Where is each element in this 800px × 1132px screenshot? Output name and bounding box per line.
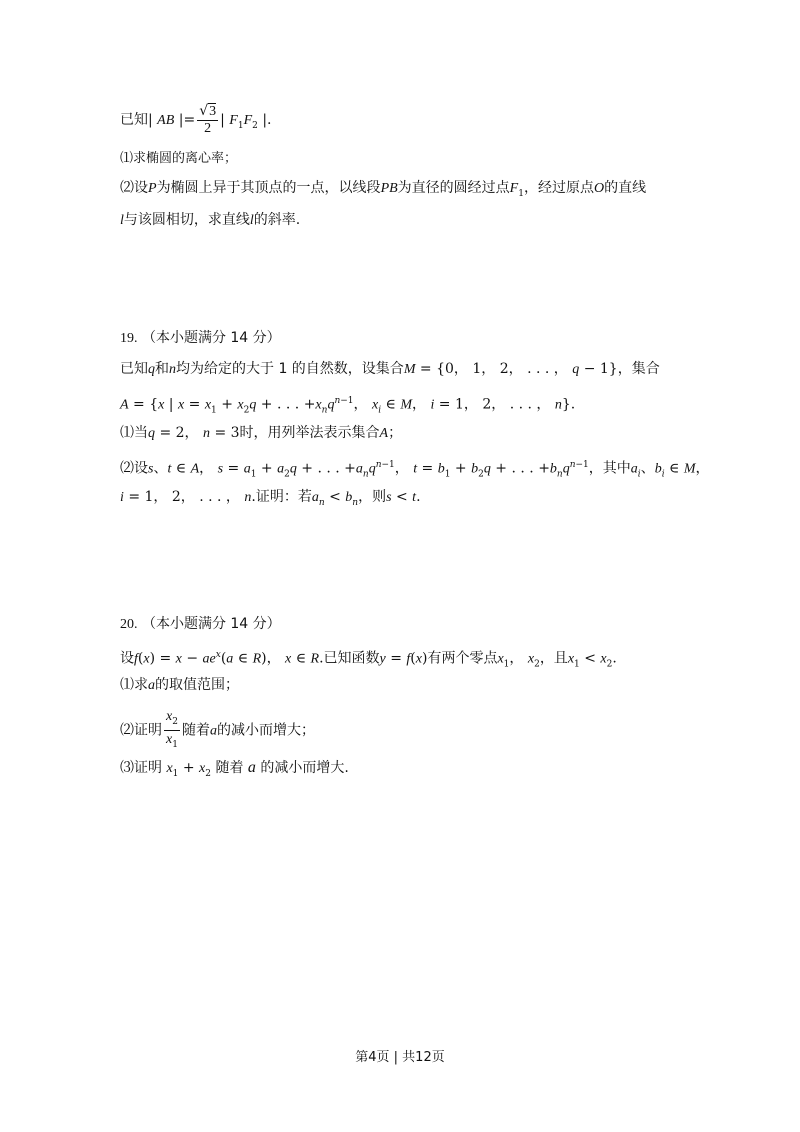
q18-part2-line2: l与该圆相切，求直线l的斜率. <box>120 212 301 228</box>
q20-part3: ⑶证明 $x_1 + x_2$ 随着 a 的减小而增大. <box>120 759 349 779</box>
sqrt3-over-2-fraction: $\frac{√3}{2}$ <box>199 103 217 136</box>
page-footer: 第4页 | 共12页 <box>355 1050 445 1065</box>
q19-part2-line1: ⑵设s、t ∈ A， $s = a_1 + a_2q$ + . . . $+a_nq^{n-1}$， $t = b_1 + b_2q$ + . . . $+b_nq^{n-1}$，其中$a_i$、$b_i$ ∈ M， <box>120 460 710 480</box>
q20-line1: 设$f(x) = x - ae^x(a$ ∈ R)， x ∈ R.已知函数y = f(x)有两个零点$x_1$， $x_2$，且$x_1 < x_2$. <box>120 650 617 670</box>
q18-given-line: 已知| AB |= $\frac{√3}{2}$ | $F_1F_2$ |. <box>120 103 272 136</box>
x2-over-x1-fraction: $\frac{x_2}{x_1}$ <box>166 709 178 750</box>
q18-part2-line1: ⑵设P为椭圆上异于其顶点的一点，以线段PB为直径的圆经过点$F_1$，经过原点O的直线 <box>120 180 647 199</box>
q19-part2-line2: i = 1， 2， . . . ， n.证明：若$a_n < b_n$，则s < t. <box>120 489 421 508</box>
q19-set-a-definition: A = {x | $x = x_1 + x_2q$ + . . . $+x_nq^{n-1}$， $x_i$ ∈ M， i = 1， 2， . . . ， n}. <box>120 396 576 416</box>
q19-line1: 已知q和n均为给定的大于 1 的自然数，设集合M = {0， 1， 2， . . . ， q − 1}，集合 <box>120 361 660 377</box>
q19-header: 19. （本小题满分 14 分） <box>120 330 281 346</box>
q20-part1: ⑴求a的取值范围； <box>120 677 239 693</box>
q20-header: 20. （本小题满分 14 分） <box>120 616 281 632</box>
q20-part2: ⑵证明 $\frac{x_2}{x_1}$ 随着a的减小而增大； <box>120 708 315 753</box>
q19-part1: ⑴当q = 2， n = 3时，用列举法表示集合A； <box>120 425 403 441</box>
q18-part1: ⑴求椭圆的离心率； <box>120 151 238 166</box>
